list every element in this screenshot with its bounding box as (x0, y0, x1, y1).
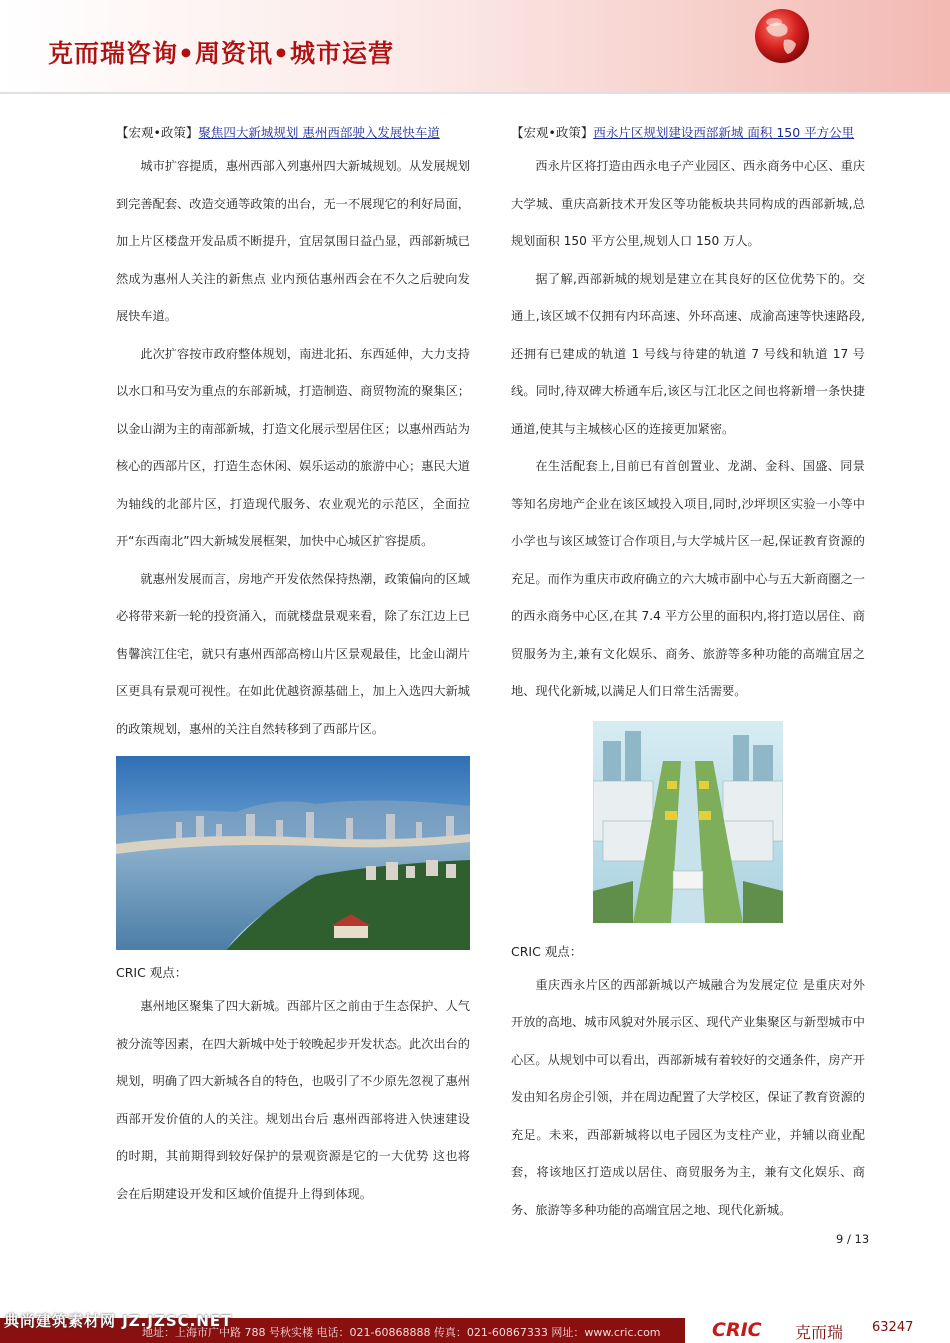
left-article-title-link[interactable]: 聚焦四大新城规划 惠州西部驶入发展快车道 (198, 125, 440, 140)
left-cric-paragraph: 惠州地区聚集了四大新城。西部片区之前由于生态保护、人气被分流等因素，在四大新城中处于较晚起步开发状态。此次出台的规划，明确了四大新城各自的特色，也吸引了不少原先忽视了惠州西部开发价值的人的关注。规划出台后 惠州西部将进入快速建设的时期，其前期得到较好保护的景观资源是它的一大优势 这也将会在后期建设开发和区域价值提升上得到体现。 (116, 999, 470, 1201)
footer-contact: 地址：上海市广中路 788 号秋实楼 电话：021-60868888 传真：021-60867333 网址：www.cric.com (142, 1326, 661, 1339)
left-article (116, 124, 470, 1213)
left-paragraph-1: 城市扩容提质，惠州西部入列惠州四大新城规划。从发展规划到完善配套、改造交通等政策的出台，无一不展现它的利好局面，加上片区楼盘开发品质不断提升，宜居氛围日益凸显，西部新城已然成为惠州人关注的新焦点 业内预估惠州西会在不久之后驶向发展快车道。 (116, 159, 470, 323)
right-paragraph-1: 西永片区将打造由西永电子产业园区、西永商务中心区、重庆大学城、重庆高新技术开发区等功能板块共同构成的西部新城,总规划面积 150 平方公里,规划人口 150 万人。 (511, 159, 865, 248)
right-paragraph-3: 在生活配套上,目前已有首创置业、龙湖、金科、国盛、同景等知名房地产企业在该区域投入项目,同时,沙坪坝区实验一小等中小学也与该区域签订合作项目,与大学城片区一起,保证教育资源的充足。而作为重庆市政府确立的六大城市副中心与五大新商圈之一的西永商务中心区,在其 7.4 平方公里的面积内,将打造以居住、商贸服务为主,兼有文化娱乐、商务、旅游等多种功能的高端宜居之地、现代化新城,以满足人们日常生活需要。 (511, 459, 865, 698)
right-article (511, 124, 865, 1229)
right-paragraph-2: 据了解,西部新城的规划是建立在其良好的区位优势下的。交通上,该区域不仅拥有内环高速、外环高速、成渝高速等快速路段,还拥有已建成的轨道 1 号线与待建的轨道 7 号线和轨道 17 号线。同时,待双碑大桥通车后,该区与江北区之间也将新增一条快捷通道,使其与主城核心区的连接更加紧密。 (511, 271, 865, 436)
right-cric-label: CRIC 观点： (511, 943, 583, 959)
page-header (0, 0, 950, 94)
right-cric-paragraph: 重庆西永片区的西部新城以产城融合为发展定位 是重庆对外开放的高地、城市风貌对外展示区、现代产业集聚区与新型城市中心区。从规划中可以看出，西部新城有着较好的交通条件，房产开发由知名房企引领，并在周边配置了大学校区，保证了教育资源的充足。未来，西部新城将以电子园区为支柱产业，并辅以商业配套，将该地区打造成以居住、商贸服务为主，兼有文化娱乐、商务、旅游等多种功能的高端宜居之地、现代化新城。 (511, 977, 865, 1217)
right-article-tag: 【宏观•政策】 (511, 125, 594, 140)
right-article-title-link[interactable]: 西永片区规划建设西部新城 面积 150 平方公里 (593, 125, 855, 140)
site-watermark: 典尚建筑素材网 JZ.JZSC.NET (4, 1312, 233, 1330)
footer-brand: 克而瑞 (795, 1323, 844, 1342)
footer-code: 63247 (872, 1320, 914, 1335)
left-paragraph-3: 就惠州发展而言，房地产开发依然保持热潮，政策偏向的区域必将带来新一轮的投资涌入，而就楼盘景观来看，除了东江边上已售馨滨江住宅，就只有惠州西部高榜山片区景观最佳，比金山湖片区更具有景观可视性。在如此优越资源基础上，加上入选四大新城的政策规划，惠州的关注自然转移到了西部片区。 (116, 571, 470, 736)
header-title: 克而瑞咨询•周资讯•城市运营 (48, 39, 394, 68)
globe-logo-icon (752, 6, 812, 66)
left-paragraph-2: 此次扩容按市政府整体规划，南进北拓、东西延伸，大力支持以水口和马安为重点的东部新城，打造制造、商贸物流的聚集区；以金山湖为主的南部新城，打造文化展示型居住区；以惠州西站为核心的西部片区，打造生态休闲、娱乐运动的旅游中心；惠民大道为轴线的北部片区，打造现代服务、农业观光的示范区，全面拉开“东西南北”四大新城发展框架，加快中心城区扩容提质。 (116, 346, 470, 548)
page-number: 9 / 13 (836, 1232, 870, 1246)
left-headline (116, 124, 470, 142)
left-article-tag: 【宏观•政策】 (116, 125, 199, 140)
left-cric-label: CRIC 观点： (116, 965, 188, 980)
cric-logo[interactable]: CRIC (712, 1319, 762, 1341)
huizhou-river-city-photo (116, 756, 470, 950)
right-headline (511, 124, 865, 142)
xiyong-new-city-rendering (593, 721, 783, 923)
